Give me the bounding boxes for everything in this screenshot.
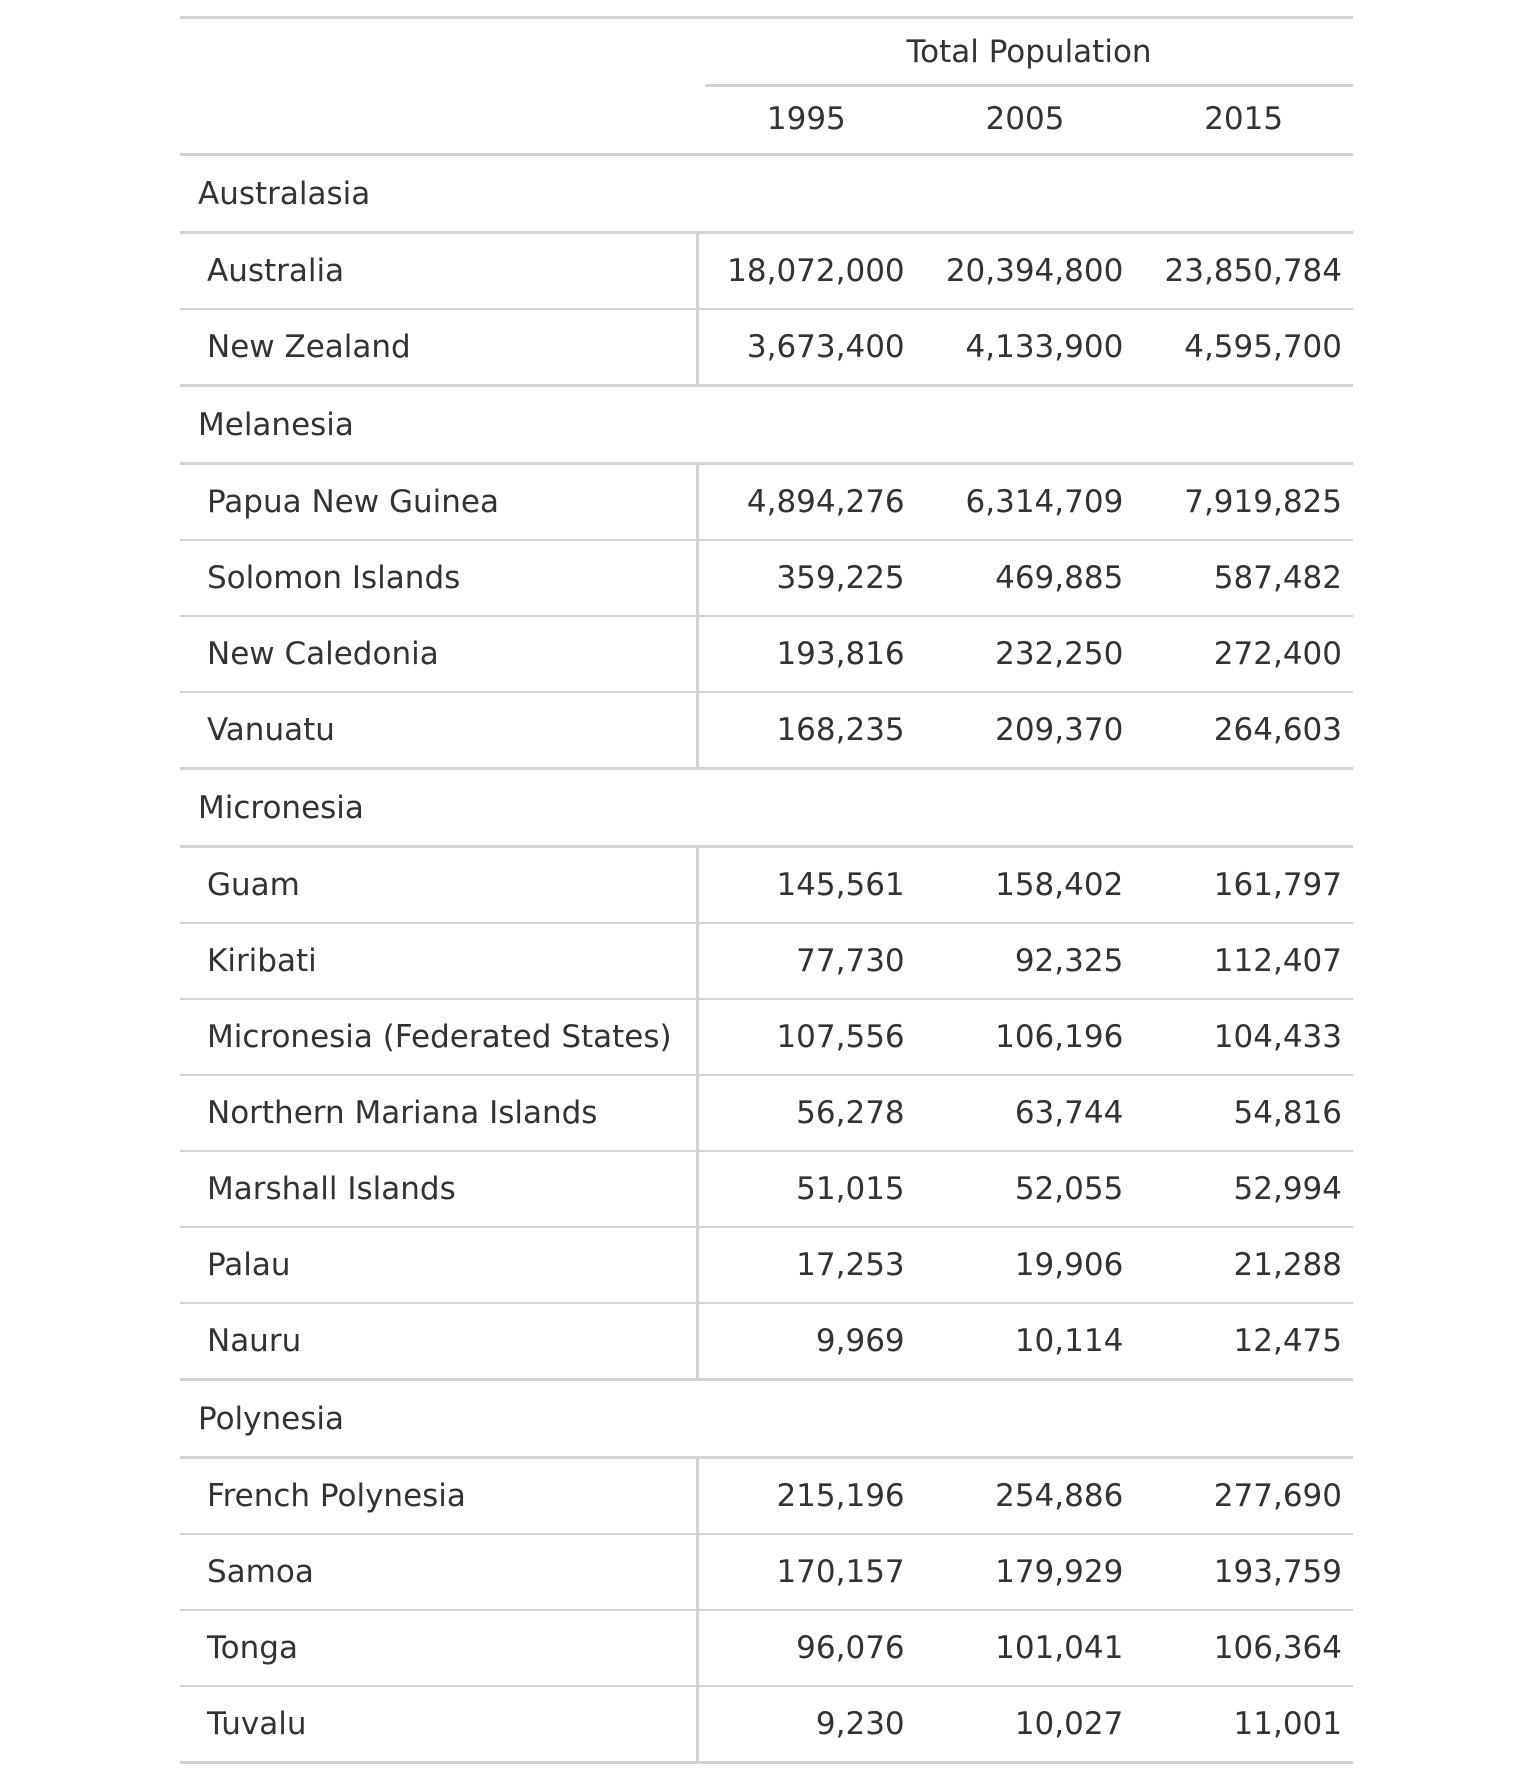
population-value: 193,816 bbox=[697, 616, 916, 692]
population-value: 9,969 bbox=[697, 1303, 916, 1380]
country-name: Tonga bbox=[180, 1610, 697, 1686]
group-row bbox=[180, 155, 1353, 233]
population-value: 193,759 bbox=[1134, 1534, 1353, 1610]
country-name: New Zealand bbox=[180, 309, 697, 386]
population-value: 10,114 bbox=[916, 1303, 1135, 1380]
population-value: 106,196 bbox=[916, 999, 1135, 1075]
spanner-row bbox=[180, 18, 1353, 88]
column-header: 2015 bbox=[1134, 87, 1353, 155]
population-value: 7,919,825 bbox=[1134, 464, 1353, 541]
population-value: 21,288 bbox=[1134, 1227, 1353, 1303]
population-value: 9,230 bbox=[697, 1686, 916, 1763]
population-value: 96,076 bbox=[697, 1610, 916, 1686]
country-name: Australia bbox=[180, 233, 697, 310]
table-row bbox=[180, 847, 1353, 924]
country-name: Micronesia (Federated States) bbox=[180, 999, 697, 1075]
group-row bbox=[180, 1380, 1353, 1458]
group-label: Australasia bbox=[180, 155, 1353, 233]
population-value: 11,001 bbox=[1134, 1686, 1353, 1763]
population-value: 209,370 bbox=[916, 692, 1135, 769]
table-row bbox=[180, 1303, 1353, 1380]
population-value: 272,400 bbox=[1134, 616, 1353, 692]
population-value: 52,055 bbox=[916, 1151, 1135, 1227]
group-row bbox=[180, 386, 1353, 464]
table-row bbox=[180, 309, 1353, 386]
table-row bbox=[180, 1610, 1353, 1686]
population-value: 3,673,400 bbox=[697, 309, 916, 386]
population-value: 20,394,800 bbox=[916, 233, 1135, 310]
country-name: New Caledonia bbox=[180, 616, 697, 692]
table-row bbox=[180, 464, 1353, 541]
stub-column-header bbox=[180, 87, 697, 155]
population-value: 469,885 bbox=[916, 540, 1135, 616]
table-row bbox=[180, 1534, 1353, 1610]
population-value: 145,561 bbox=[697, 847, 916, 924]
population-value: 17,253 bbox=[697, 1227, 916, 1303]
population-value: 359,225 bbox=[697, 540, 916, 616]
population-value: 23,850,784 bbox=[1134, 233, 1353, 310]
table-row bbox=[180, 233, 1353, 310]
table-row bbox=[180, 1075, 1353, 1151]
population-value: 77,730 bbox=[697, 923, 916, 999]
country-name: Samoa bbox=[180, 1534, 697, 1610]
column-header-row bbox=[180, 87, 1353, 155]
population-value: 254,886 bbox=[916, 1458, 1135, 1535]
column-header: 1995 bbox=[697, 87, 916, 155]
population-value: 277,690 bbox=[1134, 1458, 1353, 1535]
population-value: 19,906 bbox=[916, 1227, 1135, 1303]
table-header bbox=[180, 18, 1353, 155]
spanner-cell bbox=[697, 18, 1353, 88]
group-label: Melanesia bbox=[180, 386, 1353, 464]
country-name: Palau bbox=[180, 1227, 697, 1303]
population-value: 104,433 bbox=[1134, 999, 1353, 1075]
population-value: 54,816 bbox=[1134, 1075, 1353, 1151]
population-value: 101,041 bbox=[916, 1610, 1135, 1686]
population-value: 4,133,900 bbox=[916, 309, 1135, 386]
population-value: 106,364 bbox=[1134, 1610, 1353, 1686]
population-value: 12,475 bbox=[1134, 1303, 1353, 1380]
population-value: 4,894,276 bbox=[697, 464, 916, 541]
group-label: Micronesia bbox=[180, 769, 1353, 847]
column-header: 2005 bbox=[916, 87, 1135, 155]
population-value: 587,482 bbox=[1134, 540, 1353, 616]
group-label: Polynesia bbox=[180, 1380, 1353, 1458]
table-row bbox=[180, 616, 1353, 692]
population-value: 6,314,709 bbox=[916, 464, 1135, 541]
population-value: 92,325 bbox=[916, 923, 1135, 999]
population-value: 158,402 bbox=[916, 847, 1135, 924]
population-value: 10,027 bbox=[916, 1686, 1135, 1763]
population-value: 170,157 bbox=[697, 1534, 916, 1610]
country-name: Nauru bbox=[180, 1303, 697, 1380]
table-row bbox=[180, 540, 1353, 616]
table-row bbox=[180, 1227, 1353, 1303]
population-value: 215,196 bbox=[697, 1458, 916, 1535]
country-name: Solomon Islands bbox=[180, 540, 697, 616]
country-name: French Polynesia bbox=[180, 1458, 697, 1535]
population-value: 107,556 bbox=[697, 999, 916, 1075]
table-row bbox=[180, 923, 1353, 999]
population-value: 232,250 bbox=[916, 616, 1135, 692]
country-name: Tuvalu bbox=[180, 1686, 697, 1763]
population-value: 63,744 bbox=[916, 1075, 1135, 1151]
table-row bbox=[180, 692, 1353, 769]
population-value: 168,235 bbox=[697, 692, 916, 769]
group-row bbox=[180, 769, 1353, 847]
country-name: Guam bbox=[180, 847, 697, 924]
population-value: 51,015 bbox=[697, 1151, 916, 1227]
population-value: 18,072,000 bbox=[697, 233, 916, 310]
table-row bbox=[180, 1686, 1353, 1763]
population-value: 56,278 bbox=[697, 1075, 916, 1151]
population-value: 52,994 bbox=[1134, 1151, 1353, 1227]
population-value: 264,603 bbox=[1134, 692, 1353, 769]
table-row bbox=[180, 999, 1353, 1075]
country-name: Vanuatu bbox=[180, 692, 697, 769]
country-name: Northern Mariana Islands bbox=[180, 1075, 697, 1151]
population-value: 4,595,700 bbox=[1134, 309, 1353, 386]
table-row bbox=[180, 1458, 1353, 1535]
table-row bbox=[180, 1151, 1353, 1227]
country-name: Papua New Guinea bbox=[180, 464, 697, 541]
population-table bbox=[180, 16, 1353, 1764]
spanner-label: Total Population bbox=[705, 34, 1353, 87]
population-value: 179,929 bbox=[916, 1534, 1135, 1610]
stub-header bbox=[180, 18, 697, 88]
country-name: Kiribati bbox=[180, 923, 697, 999]
table-body bbox=[180, 155, 1353, 1763]
country-name: Marshall Islands bbox=[180, 1151, 697, 1227]
population-value: 161,797 bbox=[1134, 847, 1353, 924]
population-value: 112,407 bbox=[1134, 923, 1353, 999]
